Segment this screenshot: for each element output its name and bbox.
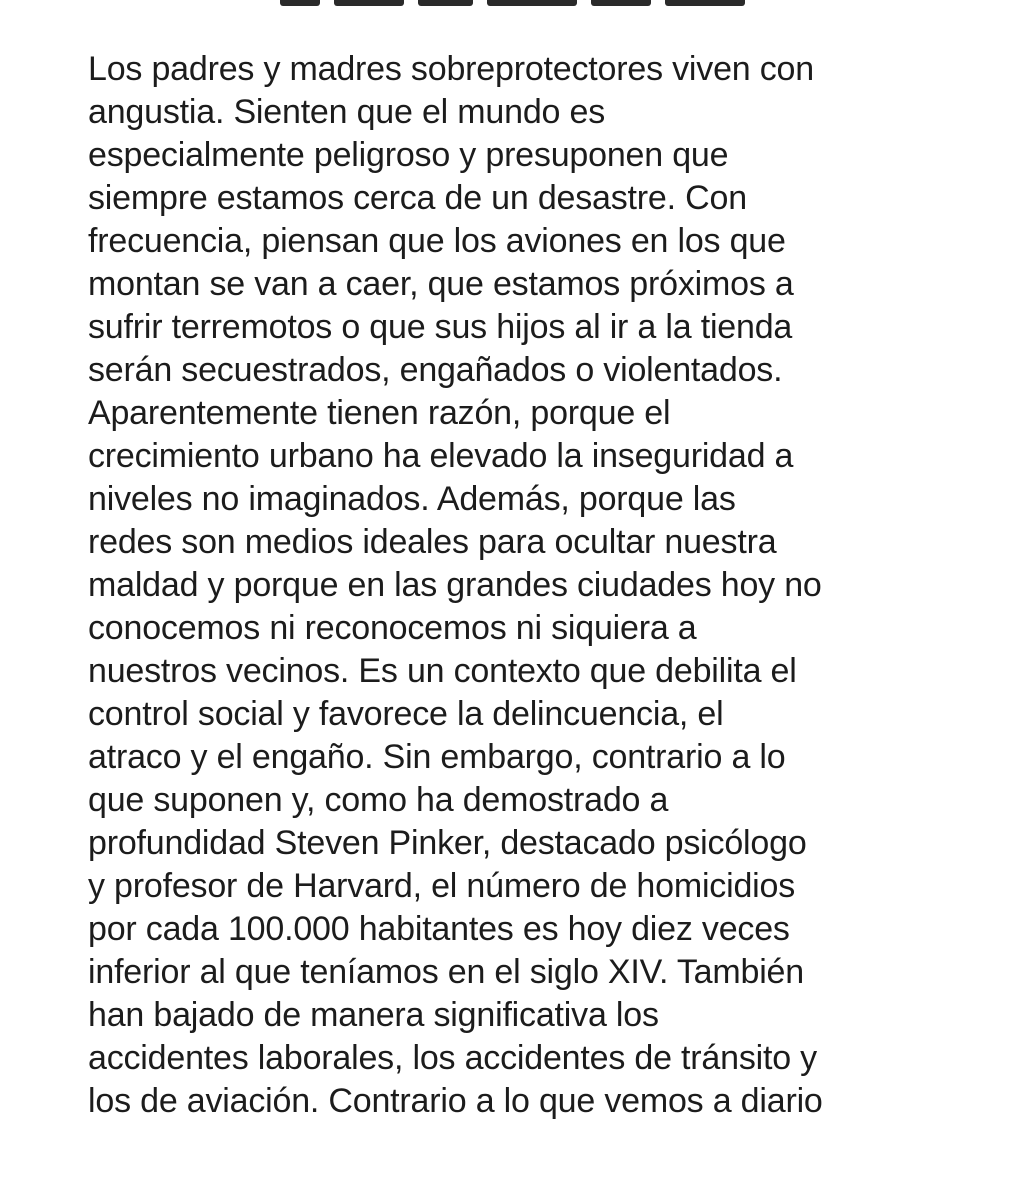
text-line: nuestros vecinos. Es un contexto que debilita el <box>88 652 797 690</box>
text-line: frecuencia, piensan que los aviones en los que <box>88 222 786 260</box>
text-line: crecimiento urbano ha elevado la inseguridad a <box>88 437 794 475</box>
text-line: inferior al que teníamos en el siglo XIV. También <box>88 953 804 991</box>
text-line: conocemos ni reconocemos ni siquiera a <box>88 609 697 647</box>
text-line: por cada 100.000 habitantes es hoy diez veces <box>88 910 790 948</box>
text-line: Aparentemente tienen razón, porque el <box>88 394 671 432</box>
text-line: serán secuestrados, engañados o violentados. <box>88 351 783 389</box>
text-line: y profesor de Harvard, el número de homicidios <box>88 867 796 905</box>
text-line: angustia. Sienten que el mundo es <box>88 93 605 131</box>
cropped-heading-line <box>280 0 760 6</box>
text-line: montan se van a caer, que estamos próximos a <box>88 265 794 303</box>
text-line: los de aviación. Contrario a lo que vemos a diario <box>88 1082 823 1120</box>
text-line: que suponen y, como ha demostrado a <box>88 781 669 819</box>
body-paragraph <box>88 48 988 1123</box>
text-line: accidentes laborales, los accidentes de tránsito y <box>88 1039 817 1077</box>
text-line: profundidad Steven Pinker, destacado psicólogo <box>88 824 807 862</box>
text-line: maldad y porque en las grandes ciudades hoy no <box>88 566 822 604</box>
text-line: especialmente peligroso y presuponen que <box>88 136 729 174</box>
text-line: control social y favorece la delincuencia, el <box>88 695 724 733</box>
text-line: han bajado de manera significativa los <box>88 996 659 1034</box>
text-line: niveles no imaginados. Además, porque las <box>88 480 736 518</box>
text-line: redes son medios ideales para ocultar nuestra <box>88 523 777 561</box>
text-line: Los padres y madres sobreprotectores viven con <box>88 50 814 88</box>
text-line: sufrir terremotos o que sus hijos al ir a la tienda <box>88 308 793 346</box>
text-line: siempre estamos cerca de un desastre. Con <box>88 179 747 217</box>
text-line: atraco y el engaño. Sin embargo, contrario a lo <box>88 738 786 776</box>
